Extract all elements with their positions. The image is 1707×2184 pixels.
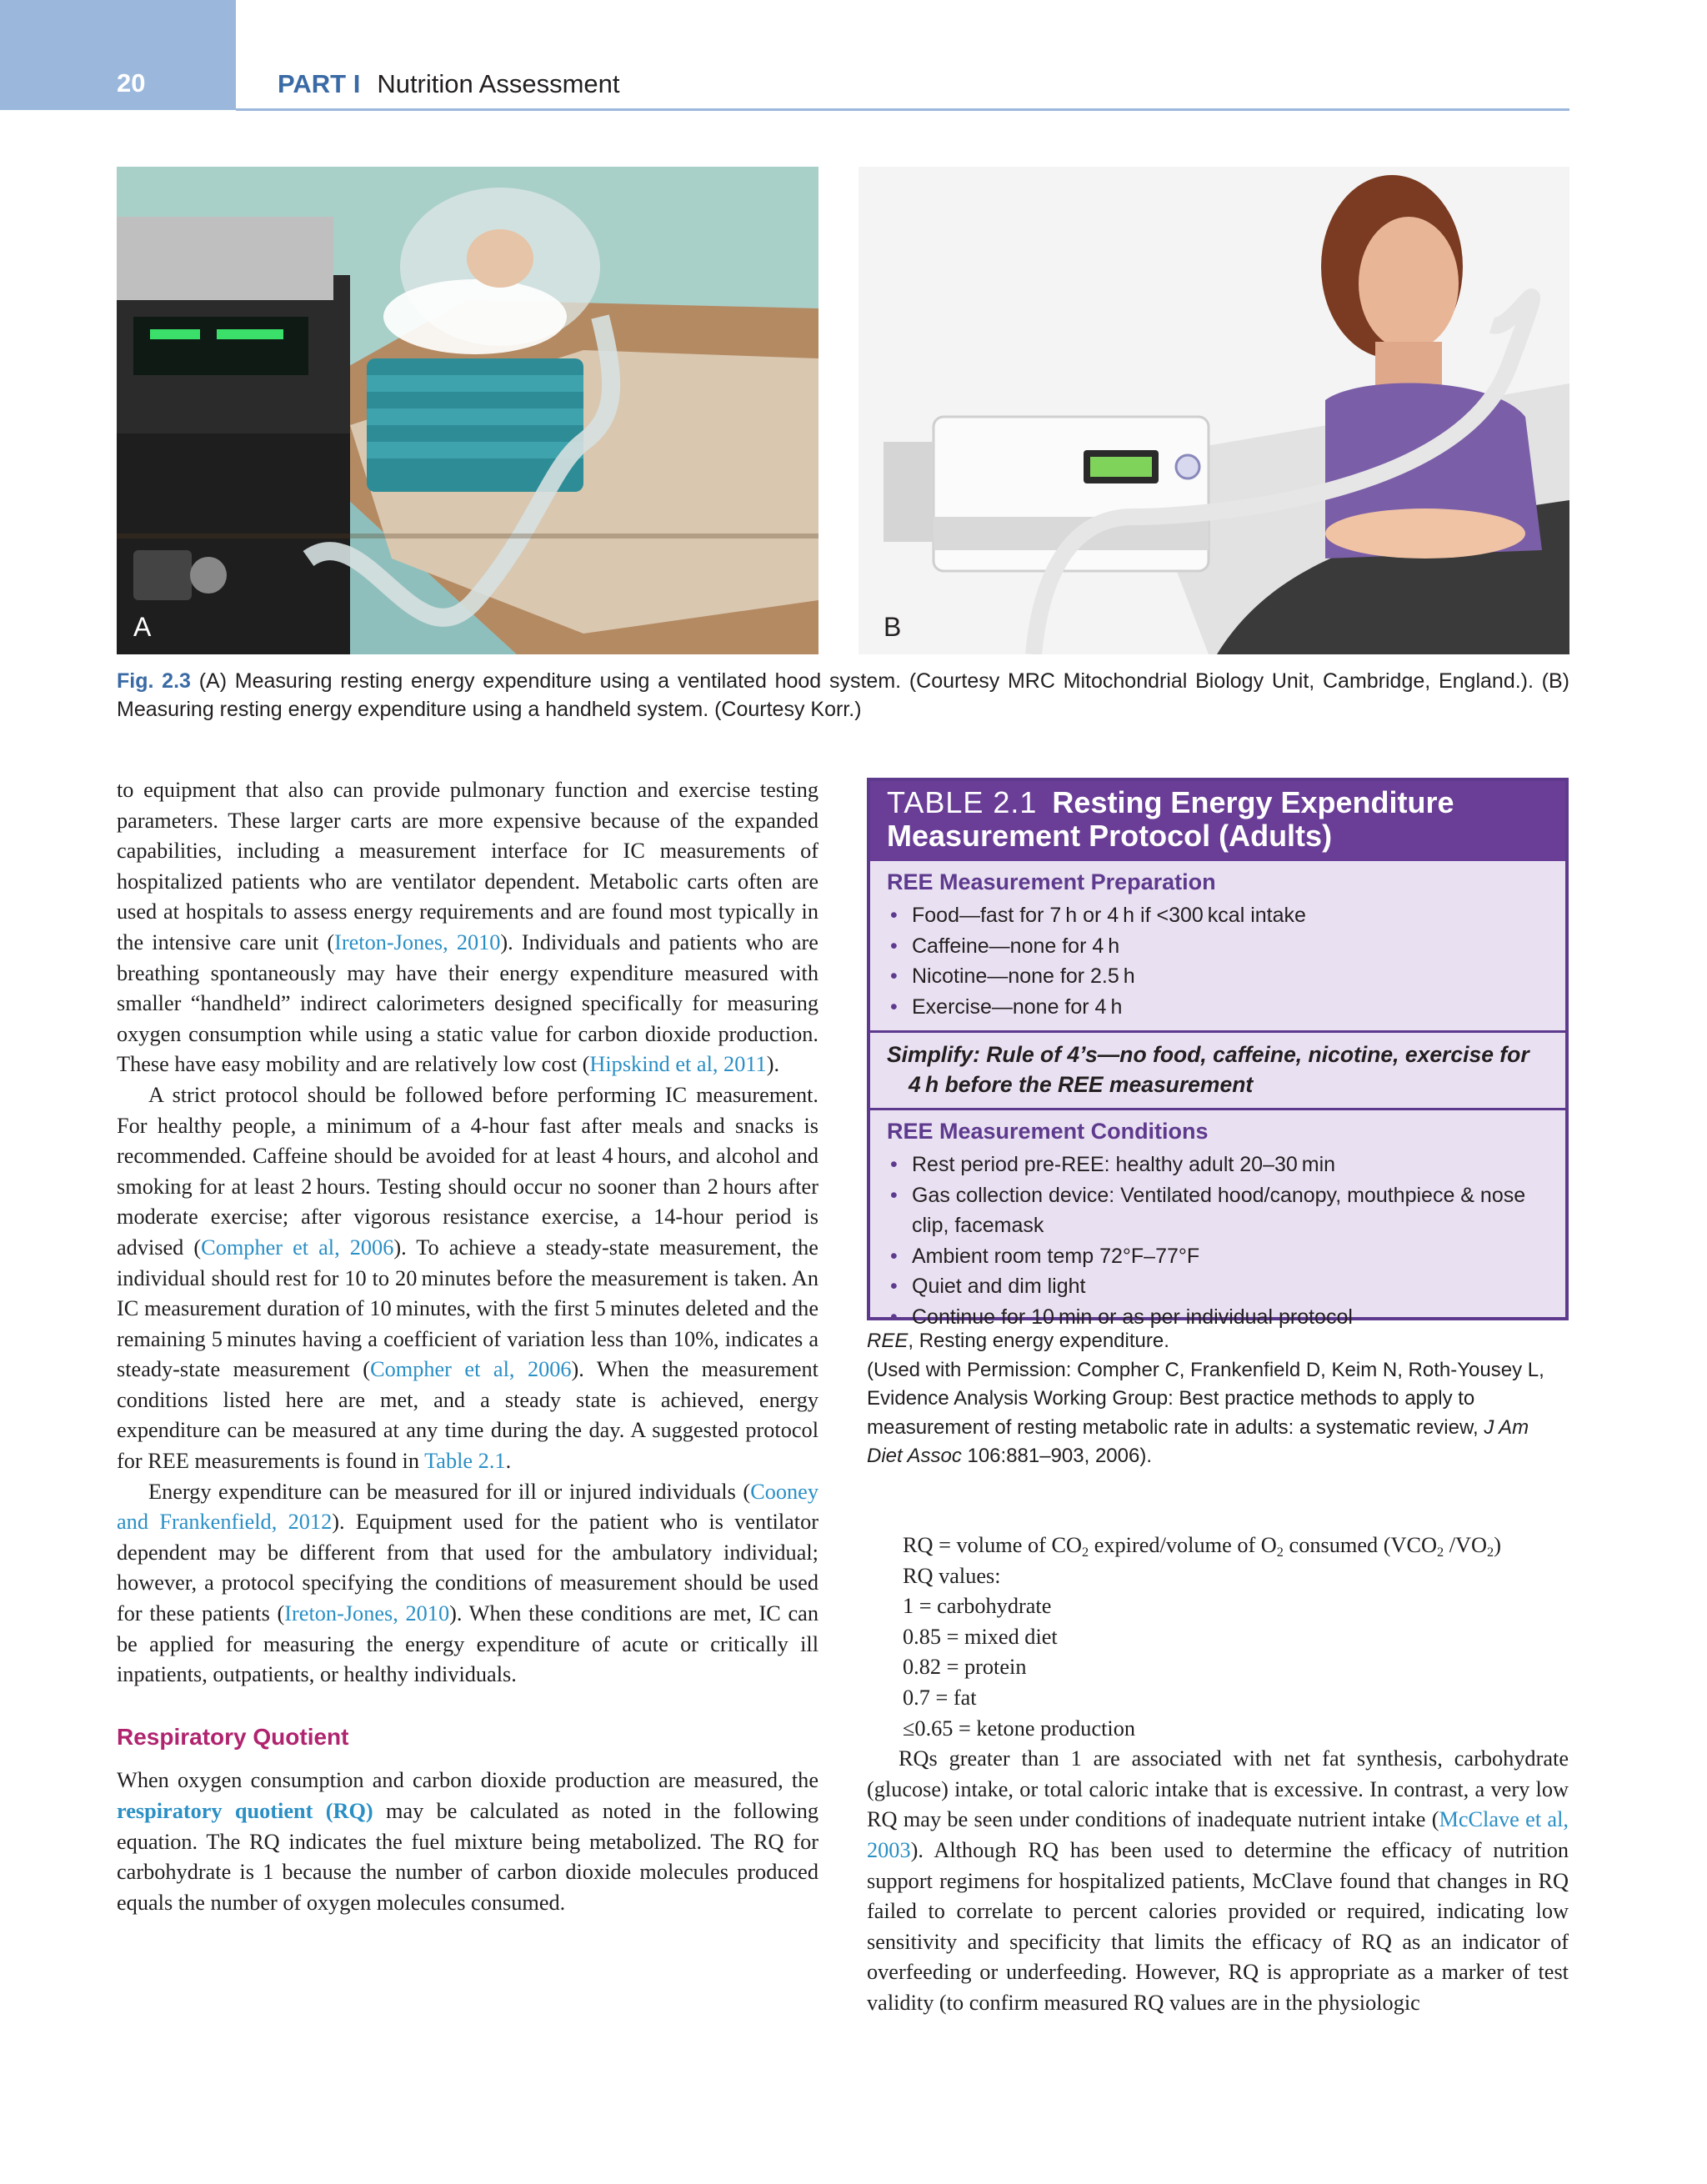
- preparation-list: [887, 900, 1549, 1022]
- table-number: TABLE 2.1: [887, 785, 1038, 819]
- citation-link[interactable]: Compher et al, 2006: [370, 1357, 572, 1382]
- simplify-note: Simplify: Rule of 4’s—no food, caffeine, nicotine, exercise for 4 h before the REE measurement: [887, 1042, 1529, 1097]
- text: /VO: [1444, 1533, 1488, 1557]
- list-item: • Gas collection device: Ventilated hood/canopy, mouthpiece & nose clip, facemask: [887, 1180, 1549, 1241]
- subscript: 2: [1487, 1544, 1494, 1560]
- journal-name: J Am Diet Assoc: [867, 1415, 1529, 1467]
- list-item: • Rest period pre-REE: healthy adult 20–30 min: [887, 1150, 1549, 1180]
- text: .: [505, 1449, 512, 1474]
- text: consumed (VCO: [1283, 1533, 1438, 1557]
- paragraph: [867, 1744, 1569, 2018]
- citation-link[interactable]: Compher et al, 2006: [201, 1235, 394, 1260]
- text: RQs greater than 1 are associated with net fat synthesis, carbohydrate (glucose) intake, or total caloric intake that is excessive. In contrast, a very low RQ may be seen under conditions of inadequate nutrient intake (: [867, 1746, 1569, 1832]
- table-link[interactable]: Table 2.1: [424, 1449, 506, 1474]
- rq-value-item: 0.82 = protein: [903, 1655, 1027, 1680]
- photo-ventilated-hood: [117, 167, 818, 654]
- list-item: • Caffeine—none for 4 h: [887, 931, 1549, 962]
- text: ). Individuals and patients who are breathing spontaneously may have their energy expenditure measured with smaller “handheld” indirect calorimeters designed specifically for measuring oxygen consumption while using a static value for carbon dioxide production. These have easy mobility and are relatively low cost (: [117, 929, 818, 1077]
- rq-equation: [867, 1530, 1569, 1561]
- text: to equipment that also can provide pulmonary function and exercise testing parameters. These larger carts are more expensive because of the expanded capabilities, including a measurement interface for IC measurements of hospitalized patients who are ventilator dependent. Metabolic carts often are used at hospitals to assess energy requirements and are found most typically in the intensive care unit (: [117, 778, 818, 954]
- photo-handheld-system: [859, 167, 1569, 654]
- running-header: [278, 69, 619, 99]
- table-subheading: REE Measurement Preparation: [887, 869, 1216, 894]
- text: ). When the measurement conditions listed here are met, and a steady state is achieved, energy expenditure can be measured at any time during the day. A suggested protocol for REE measurements is found in: [117, 1357, 818, 1474]
- abbreviation: REE: [867, 1330, 909, 1352]
- text: ). When these conditions are met, IC can be applied for measuring the energy expenditure of acute or critically ill inpatients, outpatients, or healthy individuals.: [117, 1601, 818, 1687]
- list-item: • Ambient room temp 72°F–77°F: [887, 1241, 1549, 1272]
- text: expired/volume of O: [1089, 1533, 1277, 1557]
- figure-number: Fig. 2.3: [117, 669, 191, 693]
- citation-link[interactable]: Cooney and Frankenfield, 2012: [117, 1479, 818, 1535]
- section-heading: Respiratory Quotient: [117, 1723, 349, 1750]
- rq-values-label: RQ values:: [903, 1563, 1001, 1588]
- paragraph: [117, 1477, 818, 1691]
- citation-link[interactable]: Ireton-Jones, 2010: [334, 929, 501, 954]
- table-section-preparation: [870, 861, 1565, 1030]
- header-rule: [236, 108, 1569, 111]
- conditions-list: [887, 1150, 1549, 1332]
- paragraph: [117, 775, 818, 1080]
- table-section-conditions: [870, 1108, 1565, 1340]
- table-section-simplify: [870, 1030, 1565, 1108]
- list-item: • Nicotine—none for 2.5 h: [887, 961, 1549, 992]
- text: ). Equipment used for the patient who is ventilator dependent may be different from that used for the ambulatory individual; however, a protocol specifying the conditions of measurement should be used for these patients (: [117, 1510, 819, 1626]
- list-item: • Exercise—none for 4 h: [887, 992, 1549, 1023]
- ventilated-hood-illustration: [117, 167, 818, 654]
- citation-link[interactable]: Ireton-Jones, 2010: [284, 1601, 450, 1626]
- subscript: 2: [1437, 1544, 1444, 1560]
- table-subheading: REE Measurement Conditions: [887, 1119, 1209, 1144]
- text: ). Although RQ has been used to determine the efficacy of nutrition support regimens for hospitalized patients, McClave found that changes in RQ failed to correlate to percent calories provided or required, indicating low sensitivity and specificity that limits the efficacy of RQ as an indicator of overfeeding or underfeeding. However, RQ is appropriate as a marker of test validity (to confirm measured RQ values are in the physiologic: [867, 1837, 1569, 2015]
- paragraph: [117, 1766, 818, 1918]
- table-title-text: Resting Energy Expenditure Measurement Protocol (Adults): [887, 785, 1454, 853]
- page-number: 20: [117, 68, 146, 98]
- subscript: 2: [1276, 1544, 1284, 1560]
- text: ). To achieve a steady-state measurement, the individual should rest for 10 to 20 minutes before the measurement is taken. An IC measurement duration of 10 minutes, with the first 5 minutes deleted and the remaining 5 minutes having a coefficient of variation less than 10%, indicates a steady-state measurement (: [117, 1235, 818, 1382]
- handheld-system-illustration: [859, 167, 1569, 654]
- text: , Resting energy expenditure.: [908, 1330, 1169, 1352]
- rq-value-item: 0.85 = mixed diet: [903, 1624, 1058, 1649]
- rq-value-item: ≤0.65 = ketone production: [903, 1716, 1136, 1741]
- abbreviation-note: [867, 1327, 1569, 1356]
- subscript: 2: [1081, 1544, 1089, 1560]
- text: 106:881–903, 2006).: [961, 1445, 1153, 1467]
- list-item: • Continue for 10 min or as per individual protocol: [887, 1302, 1549, 1333]
- text: RQ = volume of CO: [903, 1533, 1082, 1557]
- source-note: [867, 1356, 1569, 1471]
- list-item: • Food—fast for 7 h or 4 h if <300 kcal intake: [887, 900, 1549, 931]
- part-title: Nutrition Assessment: [377, 69, 620, 98]
- text: A strict protocol should be followed before performing IC measurement. For healthy people, a minimum of a 4-hour fast after meals and snacks is recommended. Caffeine should be avoided for at least 4 hours, and alcohol and smoking for at least 2 hours. Testing should occur no sooner than 2 hours after moderate exercise; after vigorous resistance exercise, a 14-hour period is advised (: [117, 1082, 818, 1260]
- rq-value-item: 0.7 = fat: [903, 1685, 977, 1710]
- list-item: • Quiet and dim light: [887, 1271, 1549, 1302]
- text: ).: [766, 1052, 780, 1077]
- left-column: [117, 775, 818, 1918]
- table-title: [870, 781, 1565, 861]
- caption-rest: (Courtesy MRC Mitochondrial Biology Unit, Cambridge, England.). (B) Measuring resting energy expenditure using a handheld system. (Courtesy Korr.): [117, 669, 1570, 721]
- text: (Used with Permission: Compher C, Frankenfield D, Keim N, Roth-Yousey L, Evidence Analysis Working Group: Best practice methods to apply to measurement of resting metabolic rate in adults: a systematic review,: [867, 1358, 1544, 1439]
- rq-value-item: 1 = carbohydrate: [903, 1594, 1052, 1619]
- protocol-table: [867, 778, 1569, 1329]
- text: ): [1494, 1533, 1501, 1557]
- caption-bold: (A) Measuring resting energy expenditure using a ventilated hood system.: [198, 669, 902, 693]
- table-footnote: [867, 1327, 1569, 1471]
- text: When oxygen consumption and carbon dioxide production are measured, the: [117, 1768, 818, 1793]
- right-column: [867, 1530, 1569, 2019]
- figure-label-a: A: [133, 612, 152, 642]
- part-label: PART I: [278, 69, 361, 98]
- figure-label-b: B: [884, 612, 902, 642]
- citation-link[interactable]: McClave et al, 2003: [867, 1807, 1569, 1862]
- text: may be calculated as noted in the following equation. The RQ indicates the fuel mixture being metabolized. The RQ for carbohydrate is 1 because the number of carbon dioxide molecules produced equals the number of oxygen molecules consumed.: [117, 1799, 819, 1915]
- glossary-link[interactable]: respiratory quotient (RQ): [117, 1799, 373, 1823]
- paragraph: [117, 1080, 818, 1477]
- text: Energy expenditure can be measured for ill or injured individuals (: [148, 1479, 751, 1504]
- citation-link[interactable]: Hipskind et al, 2011: [589, 1052, 767, 1077]
- figure-caption: [117, 667, 1569, 724]
